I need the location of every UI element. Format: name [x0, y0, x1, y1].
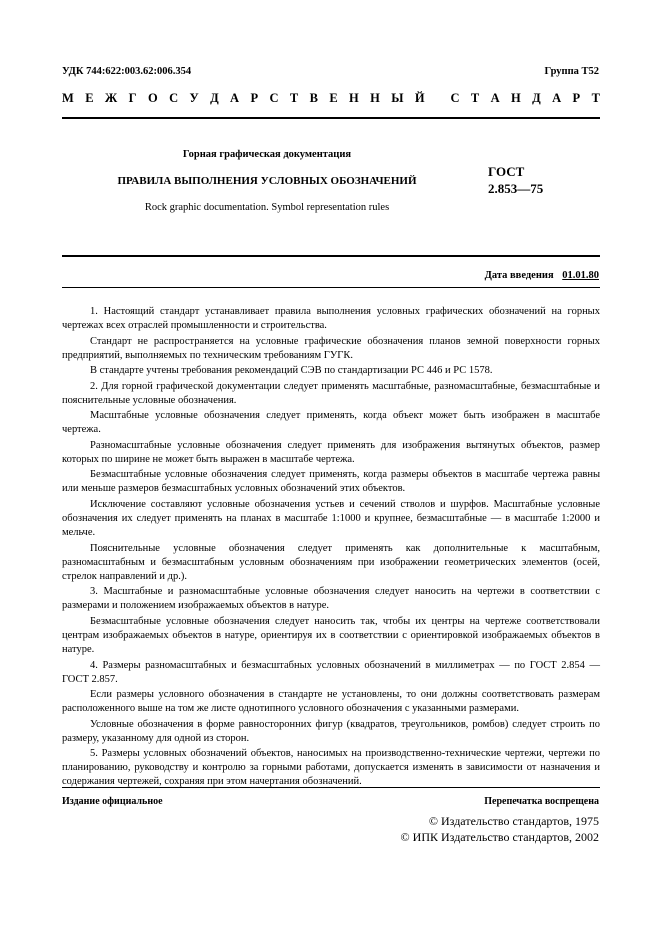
standard-heading-letter: В [309, 91, 318, 105]
footer-divider [62, 787, 600, 788]
copyright-line-2: © ИПК Издательство стандартов, 2002 [400, 830, 599, 844]
standard-heading-letter: С [269, 91, 279, 105]
title-divider-thin [62, 287, 600, 288]
standard-heading-letter: Ж [104, 91, 118, 105]
interstate-standard-heading [62, 91, 600, 106]
english-title: Rock graphic documentation. Symbol representation rules [144, 202, 390, 213]
standard-heading-letter [436, 91, 439, 106]
standard-heading-letter: А [552, 91, 562, 105]
standard-heading-letter: О [147, 91, 158, 105]
paragraph: 4. Размеры разномасштабных и безмасштабных условных обозначений в миллиметрах — по ГОСТ 2.854 — ГОСТ 2.857. [62, 659, 600, 685]
group-code: Группа Т52 [544, 66, 599, 77]
standard-heading-letter: Д [210, 91, 219, 105]
standard-heading-letter: Т [289, 91, 299, 105]
standard-heading-letter: Н [370, 91, 380, 105]
gost-label: ГОСТ [488, 164, 525, 179]
paragraph: Пояснительные условные обозначения следует применять как дополнительные к масштабным, разномасштабным и безмасштабным условным обозначениям при изображении геометрических элементов (осей, стрелок направлений и др.). [62, 542, 600, 582]
document-body [62, 305, 600, 791]
standard-heading-letter: Д [532, 91, 541, 105]
standard-heading-letter: А [490, 91, 500, 105]
standard-heading-letter: Ы [391, 91, 404, 105]
paragraph: Если размеры условного обозначения в стандарте не установлены, то они должны соответствовать размерам расположенного выше на том же листе однотипного условного обозначения с указанными размерами. [62, 689, 600, 715]
official-edition-label: Издание официальное [62, 796, 163, 807]
standard-heading-letter: Н [511, 91, 521, 105]
paragraph: Масштабные условные обозначения следует применять, когда объект может быть изображен в масштабе чертежа. [62, 410, 600, 436]
standard-heading-letter: Е [85, 91, 94, 105]
introduction-date [485, 270, 599, 281]
standard-heading-letter: Р [572, 91, 581, 105]
introduction-date-value: 01.01.80 [562, 270, 599, 281]
document-subject: Горная графическая документация [182, 149, 352, 160]
reprint-prohibited-label: Перепечатка воспрещена [484, 796, 599, 807]
standard-heading-letter: Т [470, 91, 480, 105]
paragraph: Безмасштабные условные обозначения следует применять, когда размеры объектов в масштабе чертежа равны или меньше размеров безмасштабных условных обозначений этих объектов. [62, 469, 600, 495]
standard-heading-letter: С [450, 91, 460, 105]
paragraph: Безмасштабные условные обозначения следует наносить так, чтобы их центры на чертеже соответствовали центрам изображаемых объектов в натуре, ориентируя их в соответствии с ориентировкой изображаемых объектов в натуре. [62, 615, 600, 656]
standard-heading-letter: Н [349, 91, 359, 105]
title-divider-thick [62, 255, 600, 257]
gost-number [488, 163, 588, 197]
standard-heading-letter: Й [414, 91, 425, 105]
paragraph: Условные обозначения в форме равносторонних фигур (квадратов, треугольников, ромбов) следует строить по размеру, указанному для одной из сторон. [62, 718, 600, 744]
paragraph: 5. Размеры условных обозначений объектов, наносимых на производственно-технические чертежи, чертежи по планированию, руководству и контролю за горными работами, допускается изменять в зависимости от назначения и содержания чертежей, сохраняя при этом начертания обозначений. [62, 748, 600, 788]
standard-heading-letter: Г [128, 91, 137, 105]
udk-code: УДК 744:622:003.62:006.354 [62, 66, 192, 77]
paragraph: Стандарт не распространяется на условные графические обозначения планов земной поверхности горных предприятий, выполняемых по техническим требованиям ГУГК. [62, 335, 600, 361]
paragraph: 1. Настоящий стандарт устанавливает правила выполнения условных графических обозначений на горных чертежах всех отраслей промышленности и строительства. [62, 306, 600, 332]
paragraph: 3. Масштабные и разномасштабные условные обозначения следует наносить на чертежи в соответствии с размерами и положением изображаемых объектов в натуре. [62, 586, 600, 612]
gost-code: 2.853—75 [488, 181, 544, 196]
paragraph: Исключение составляют условные обозначения устьев и сечений стволов и шурфов. Масштабные условные обозначения их следует применять на планах в масштабе 1:1000 и крупнее, безмасштабные — в масштабе 1:2000 и мельче. [62, 498, 600, 539]
paragraph: 2. Для горной графической документации следует применять масштабные, разномасштабные, безмасштабные и пояснительные условные обозначения. [62, 380, 600, 406]
standard-heading-letter: А [230, 91, 240, 105]
introduction-date-label: Дата введения [484, 270, 554, 281]
paragraph: Разномасштабные условные обозначения следует применять для изображения вытянутых объектов, размер которых по ширине не может быть выражен в масштабе чертежа. [62, 439, 600, 465]
standard-heading-letter: М [62, 91, 74, 105]
standard-heading-letter: Р [250, 91, 259, 105]
document-title: ПРАВИЛА ВЫПОЛНЕНИЯ УСЛОВНЫХ ОБОЗНАЧЕНИЙ [117, 175, 417, 187]
header-divider [62, 117, 600, 119]
standard-heading-letter: С [169, 91, 179, 105]
standard-heading-letter: Т [591, 91, 600, 105]
copyright-line-1: © Издательство стандартов, 1975 [428, 814, 599, 828]
paragraph: В стандарте учтены требования рекомендаций СЭВ по стандартизации РС 446 и РС 1578. [90, 365, 493, 377]
standard-heading-letter: У [189, 91, 199, 105]
standard-heading-letter: Е [329, 91, 338, 105]
